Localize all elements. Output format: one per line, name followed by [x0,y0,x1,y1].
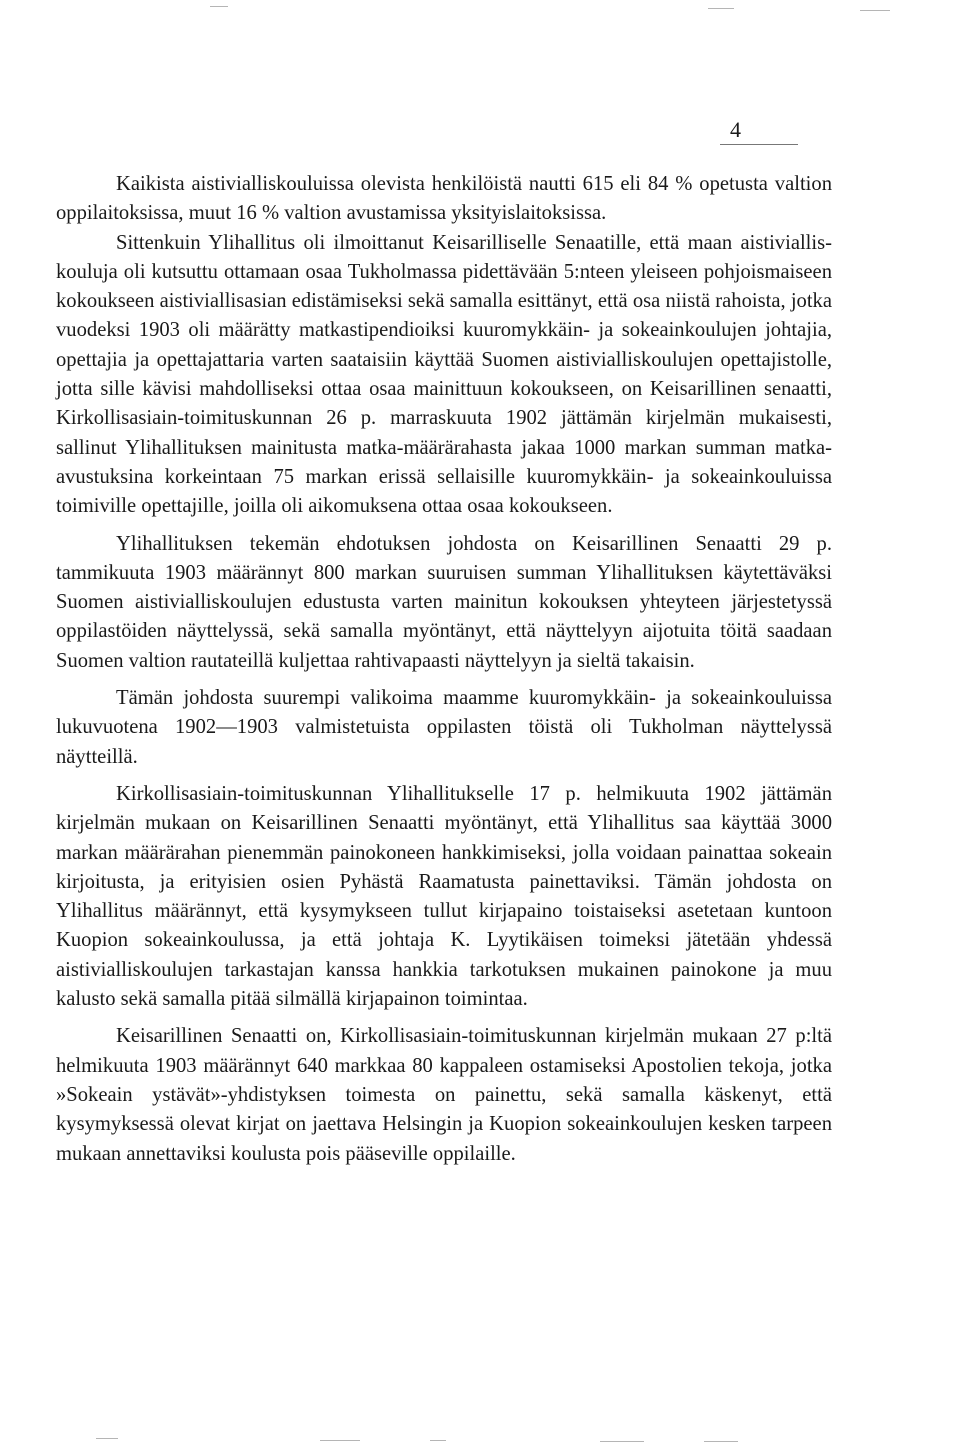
scan-artifact [96,1438,118,1439]
scan-artifact [860,10,890,11]
scan-artifact [600,1441,644,1442]
body-text [56,170,832,1169]
scan-artifact [708,8,734,9]
paragraph: Kaikista aistivialliskouluissa olevista henkilöistä nautti 615 eli 84 % opetusta valtion oppilaitoksissa, muut 16 % valtion avustamissa yksityislaitoksissa. [56,173,832,225]
page-number: 4 [720,118,798,145]
paragraph: Tämän johdosta suurempi valikoima maamme kuuromykkäin- ja sokeainkouluissa lukuvuotena 1902—1903 valmistetuista oppilasten töistä oli Tukholman näyttelyssä näytteillä. [56,687,832,768]
paragraph: Ylihallituksen tekemän ehdotuksen johdosta on Keisarillinen Senaatti 29 p. tammikuuta 1903 määrännyt 800 markan suuruisen summan Ylihallituksen käytettäväksi Suomen aistivialliskoulujen edustusta varten mainitun kokouksen yhteyteen järjestetyssä oppilastöiden näyttelyssä, sekä samalla myöntänyt, että näyttelyyn aijotuita töitä saadaan Suomen valtion rautateillä kuljettaa rahtivapaasti näyttelyyn ja sieltä takaisin. [56,532,832,672]
paragraph: Kirkollisasiain-toimituskunnan Ylihallitukselle 17 p. helmikuuta 1902 jättämän kirjelmän mukaan on Keisarillinen Senaatti myöntänyt, että Ylihallitus saa käyttää 3000 markan määrärahan pienemmän painokoneen hankkimiseksi, jolla voidaan painattaa sokeain kirjoitusta, ja erityisien osien Pyhästä Raamatusta painettaviksi. Tämän johdosta on Ylihallitus määrännyt, että kysymykseen tullut kirjapaino toistaiseksi asetetaan kuntoon Kuopion sokeainkoulussa, ja että johtaja K. Lyytikäisen toimeksi jätetään yhdessä aistivialliskoulujen tarkastajan kanssa hankkia tarkotuksen mukainen painokone ja muu kalusto sekä samalla pitää silmällä kirjapainon toimintaa. [56,782,832,1011]
scan-artifact [430,1440,446,1441]
scan-artifact [704,1441,738,1442]
scan-artifact [210,6,228,7]
paragraph: Keisarillinen Senaatti on, Kirkollisasiain-toimituskunnan kirjelmän mukaan 27 p:ltä helmikuuta 1903 määrännyt 640 markkaa 80 kappaleen ostamiseksi Apostolien tekoja, jotka »Sokeain ystävät»-yhdistyksen toimesta on painettu, sekä samalla käskenyt, että kysymyksessä olevat kirjat on jaettava Helsingin ja Kuopion sokeainkoulujen kesken tarpeen mukaan annettaviksi koulusta pois pääseville oppilaille. [56,1025,832,1165]
paragraph: Sittenkuin Ylihallitus oli ilmoittanut Keisarilliselle Senaatille, että maan aistivialliskouluja oli kutsuttu ottamaan osaa Tukholmassa pidettävään 5:nteen yleiseen pohjoismaiseen kokoukseen aistiviallisasian edistämiseksi sekä samalla esittänyt, että osa niistä rahoista, jotka vuodeksi 1903 oli määrätty matkastipendioiksi kuuromykkäin- ja sokeainkoulujen johtajia, opettajia ja opettajattaria varten saataisiin käyttää Suomen aistivialliskoulujen opettajistolle, jotta sille kävisi mahdolliseksi ottaa osaa mainittuun kokoukseen, on Keisarillinen senaatti, Kirkollisasiain-toimituskunnan 26 p. marraskuuta 1902 jättämän kirjelmän mukaisesti, sallinut Ylihallituksen mainitusta matka-määrärahasta jakaa 1000 markan summan matka-avustuksina korkeintaan 75 markan erissä sellaisille kuuromykkäin- ja sokeainkouluissa toimiville opettajille, joilla oli aikomuksena ottaa osaa kokoukseen. [56,231,832,518]
scan-artifact [320,1440,360,1441]
